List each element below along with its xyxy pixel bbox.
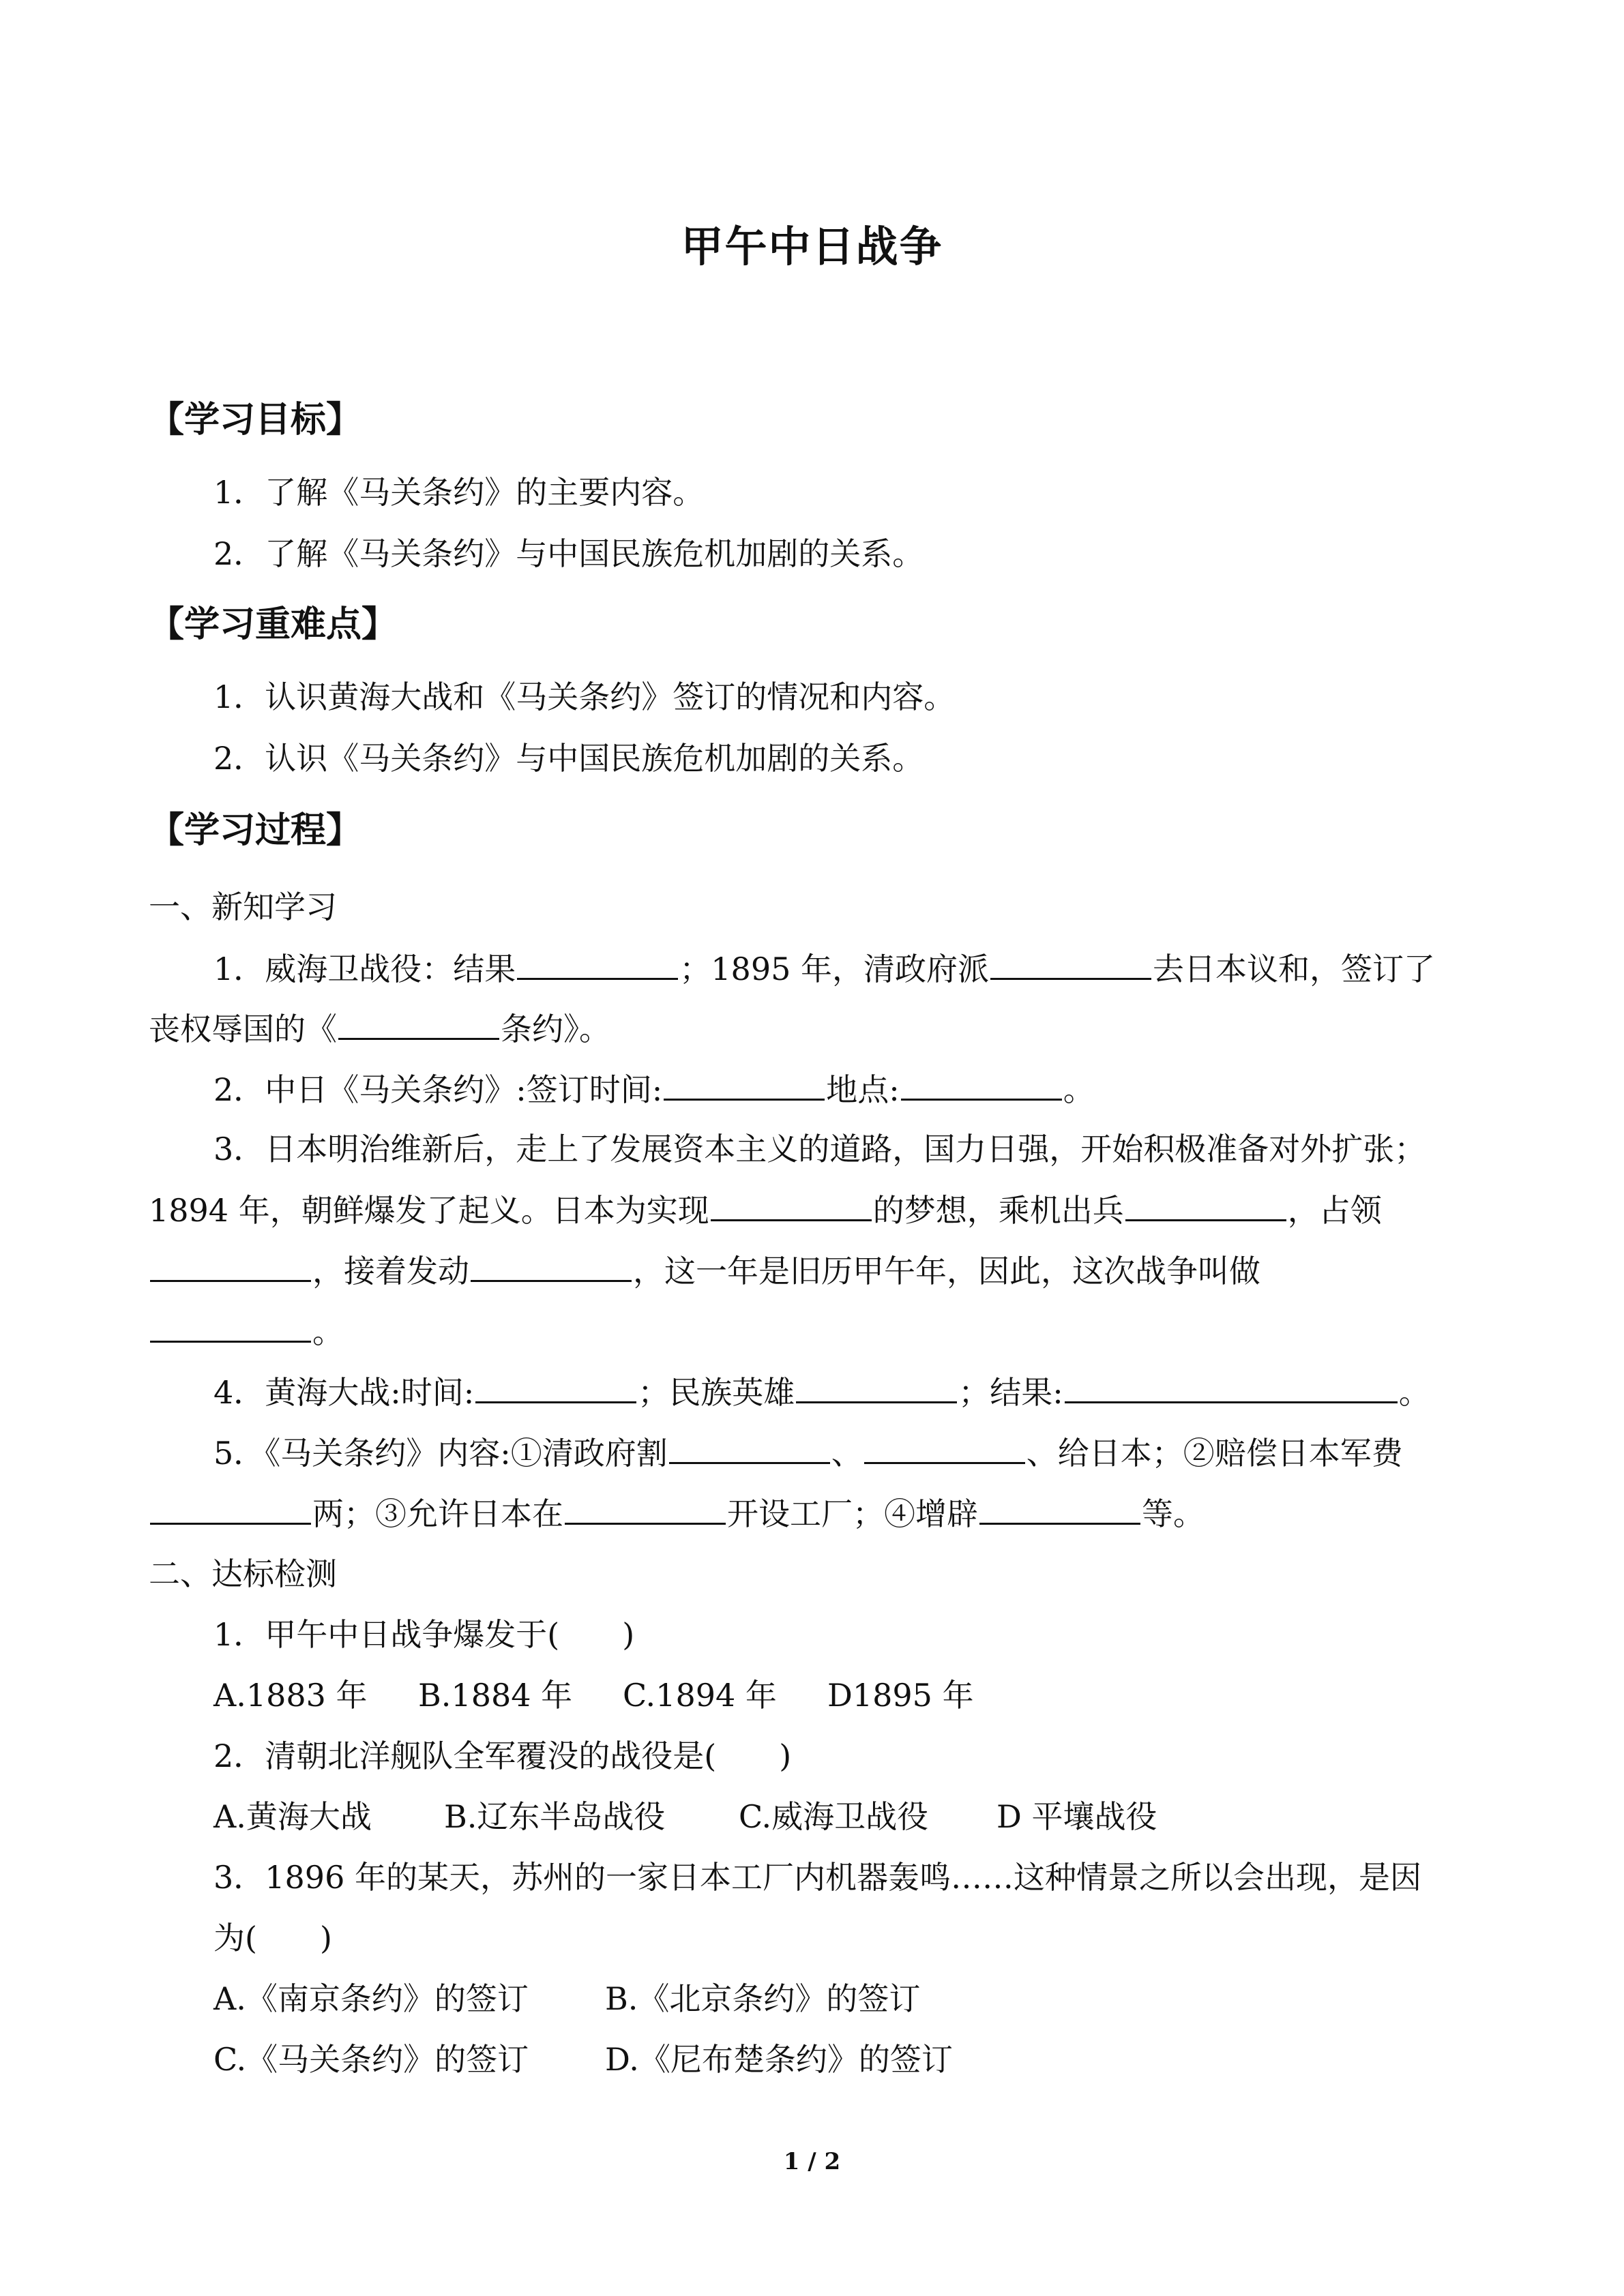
option-b[interactable]: B.《北京条约》的签订 xyxy=(605,1980,921,2017)
section-heading-key-points: 【学习重难点】 xyxy=(149,604,398,645)
goal-item: 2．了解《马关条约》与中国民族危机加剧的关系。 xyxy=(213,535,924,572)
goal-item: 1．了解《马关条约》的主要内容。 xyxy=(213,474,705,511)
fill-question-3: 3．日本明治维新后，走上了发展资本主义的道路，国力日强，开始积极准备对外扩张； xyxy=(213,1131,1426,1167)
option-c[interactable]: C.《马关条约》的签订 xyxy=(213,2041,529,2078)
answer-blank[interactable] xyxy=(711,1189,872,1221)
answer-blank[interactable] xyxy=(475,1371,636,1403)
option-d[interactable]: D1895 年 xyxy=(827,1677,974,1714)
key-point-item: 2．认识《马关条约》与中国民族危机加剧的关系。 xyxy=(213,740,924,777)
answer-blank[interactable] xyxy=(669,1432,830,1464)
option-a[interactable]: A.1883 年 xyxy=(213,1677,368,1714)
answer-blank[interactable] xyxy=(338,1008,499,1040)
option-a[interactable]: A.黄海大战 xyxy=(213,1798,372,1835)
section-heading-process: 【学习过程】 xyxy=(149,810,362,851)
mc-question-3-options-row2 xyxy=(213,2039,953,2080)
page-number: 1 / 2 xyxy=(783,2148,841,2175)
mc-question-1-stem: 1．甲午中日战争爆发于( ) xyxy=(213,1616,635,1653)
answer-blank[interactable] xyxy=(471,1250,632,1282)
option-d[interactable]: D.《尼布楚条约》的签订 xyxy=(605,2041,953,2078)
answer-blank[interactable] xyxy=(517,948,678,980)
fill-question-3-cont: 。 xyxy=(149,1311,344,1352)
answer-blank[interactable] xyxy=(150,1311,311,1343)
fill-question-2: 2．中日《马关条约》:签订时间: 地点: 。 xyxy=(213,1069,1095,1110)
mc-question-2-stem: 2．清朝北洋舰队全军覆没的战役是( ) xyxy=(213,1738,792,1774)
answer-blank[interactable] xyxy=(901,1069,1062,1101)
answer-blank[interactable] xyxy=(664,1069,825,1101)
option-c[interactable]: C.1894 年 xyxy=(623,1677,777,1714)
mc-question-3-stem-cont: 为( ) xyxy=(213,1920,332,1956)
part-heading-new-knowledge: 一、新知学习 xyxy=(149,889,337,925)
option-c[interactable]: C.威海卫战役 xyxy=(739,1798,929,1835)
option-a[interactable]: A.《南京条约》的签订 xyxy=(213,1980,529,2017)
fill-question-1: 1．威海卫战役：结果 ；1895 年，清政府派 去日本议和，签订了 xyxy=(213,948,1435,989)
fill-question-4: 4．黄海大战:时间: ；民族英雄 ；结果: 。 xyxy=(213,1371,1430,1413)
answer-blank[interactable] xyxy=(1065,1371,1398,1403)
fill-question-3-cont: 1894 年，朝鲜爆发了起义。日本为实现 的梦想，乘机出兵 ，占领 xyxy=(149,1189,1382,1231)
fill-question-5-cont: 两；③允许日本在 开设工厂；④增辟 等。 xyxy=(149,1493,1205,1534)
answer-blank[interactable] xyxy=(150,1250,311,1282)
mc-question-1-options xyxy=(213,1675,974,1716)
answer-blank[interactable] xyxy=(864,1432,1025,1464)
part-heading-assessment: 二、达标检测 xyxy=(149,1555,337,1592)
fill-question-5: 5．《马关条约》内容:①清政府割 、 、给日本；②赔偿日本军费 xyxy=(213,1432,1403,1474)
answer-blank[interactable] xyxy=(565,1493,726,1525)
answer-blank[interactable] xyxy=(796,1371,957,1403)
mc-question-3-stem: 3．1896 年的某天，苏州的一家日本工厂内机器轰鸣……这种情景之所以会出现，是因 xyxy=(213,1859,1421,1896)
answer-blank[interactable] xyxy=(150,1493,311,1525)
mc-question-2-options xyxy=(213,1796,1157,1837)
section-heading-goals: 【学习目标】 xyxy=(149,400,362,441)
answer-blank[interactable] xyxy=(990,948,1151,980)
mc-question-3-options-row1 xyxy=(213,1978,920,2019)
option-b[interactable]: B.1884 年 xyxy=(418,1677,573,1714)
key-point-item: 1．认识黄海大战和《马关条约》签订的情况和内容。 xyxy=(213,679,956,715)
answer-blank[interactable] xyxy=(1125,1189,1286,1221)
answer-blank[interactable] xyxy=(979,1493,1140,1525)
page-title: 甲午中日战争 xyxy=(681,222,943,271)
option-d[interactable]: D 平壤战役 xyxy=(996,1798,1157,1835)
fill-question-3-cont: ，接着发动 ，这一年是旧历甲午年，因此，这次战争叫做 xyxy=(149,1250,1260,1292)
option-b[interactable]: B.辽东半岛战役 xyxy=(444,1798,666,1835)
fill-question-1-cont: 丧权辱国的《 条约》。 xyxy=(149,1008,610,1049)
